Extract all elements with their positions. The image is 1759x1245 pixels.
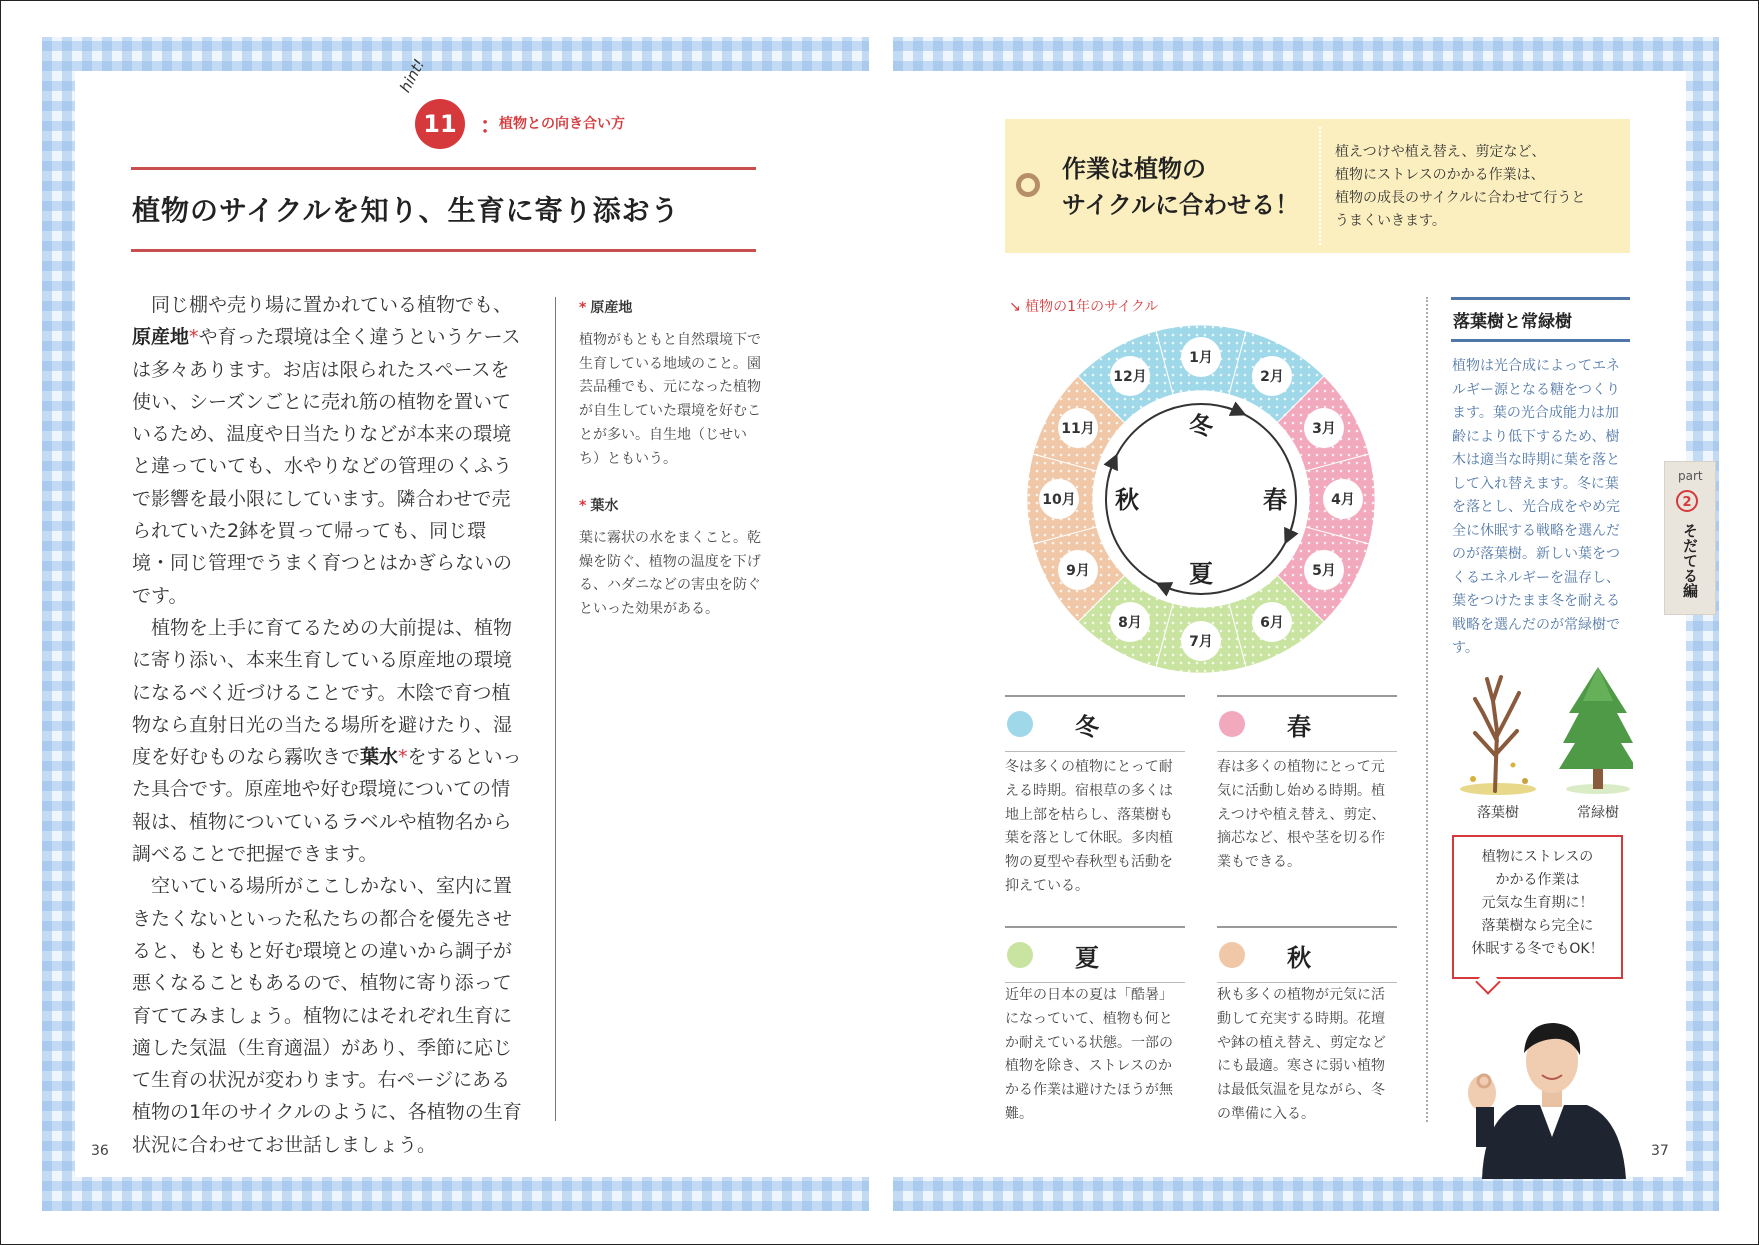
person-photo [1462,1001,1642,1179]
cycle-arrow-icon [1222,406,1241,412]
callout-divider [1319,127,1321,245]
month-label: 3月 [1312,421,1336,437]
callout-body: 植えつけや植え替え、剪定など、 植物にストレスのかかる作業は、 植物の成長のサイクルに合わせて行うと うまくいきます。 [1335,144,1586,229]
month-label: 7月 [1189,634,1213,650]
note-title: 原産地 [590,300,633,316]
season-name: 秋 [1287,944,1311,972]
season-name: 春 [1287,713,1311,741]
trees-illustration [1453,661,1633,801]
tree-label-deciduous: 落葉樹 [1477,805,1519,821]
month-label: 11月 [1061,421,1095,437]
season-card-autumn [1217,926,1397,983]
part-title: そだてる編 [1681,523,1699,598]
season-body-spring: 春は多くの植物にとって元気に活動し始める時期。植えつけや植え替え、剪定、摘芯など、根や茎を切る作業もできる。 [1217,759,1386,871]
season-body-autumn: 秋も多くの植物が元気に活動して充実する時期。花壇や鉢の植え替え、剪定などにも最適。寒さに弱い植物は最低気温を見ながら、冬の準備に入る。 [1217,987,1386,1122]
season-body-winter: 冬は多くの植物にとって耐える時期。宿根草の多くは地上部を枯らし、落葉樹も葉を落として休眠。多肉植物の夏型や春秋型も活動を抑えている。 [1005,759,1173,894]
month-label: 9月 [1066,563,1090,579]
month-label: 2月 [1260,369,1284,386]
note-title: 葉水 [590,498,619,514]
paragraph-2: 植物を上手に育てるための大前提は、植物に寄り添い、本来生育している原産地の環境になるべく近づけることです。木陰で育つ植物なら直射日光の当たる場所を避けたり、湿度を好むものなら霧吹きで葉水*をするといった具合です。原産地や好む環境についての情報は、植物についているラベルや植物名から調べることで把握できます。 [132,616,522,866]
year-cycle-wheel [1025,323,1377,675]
ring-icon [1016,173,1040,197]
summer-dot-icon [1007,942,1033,968]
hint-title: 植物との向き合い方 [499,116,625,132]
asterisk-marker: * [189,326,199,349]
season-card-spring [1217,695,1397,752]
sidebar-rule-top [1451,297,1630,300]
winter-dot-icon [1007,711,1033,737]
sidebar-rule-bottom [1451,339,1630,342]
hint-word: hint! [396,56,429,96]
month-label: 5月 [1312,563,1336,579]
season-label-winter: 冬 [1189,412,1213,440]
evergreen-tree-icon [1559,667,1633,794]
sidebar-title: 落葉樹と常緑樹 [1453,312,1572,332]
title-rule-top [131,167,756,170]
month-label: 1月 [1189,350,1213,366]
season-label-autumn: 秋 [1115,486,1139,514]
sidebar-body: 植物は光合成によってエネルギー源となる糖をつくります。葉の光合成能力は加齢により低下するため、樹木は適当な時期に葉を落として入れ替えます。冬に葉を落とし、光合成をやめ完全に休眠する戦略を選んだのが落葉樹。新しい葉をつくるエネルギーを温存し、葉をつけたまま冬を耐える戦略を選んだのが常緑樹です。 [1452,358,1620,656]
term-gensanchi: 原産地 [132,326,190,349]
asterisk-icon: * [579,498,587,514]
month-label: 10月 [1042,492,1076,508]
season-body-summer: 近年の日本の夏は「酷暑」になっていて、植物も何とか耐えている状態。一部の植物を除き、ストレスのかかる作業は避けたほうが無難。 [1005,987,1173,1122]
page-title: 植物のサイクルを知り、生育に寄り添おう [132,194,680,227]
asterisk-icon: * [579,300,587,316]
column-divider [555,297,556,1121]
month-label: 12月 [1113,369,1147,386]
asterisk-marker: * [398,746,408,769]
season-name: 冬 [1075,713,1099,741]
part-word: part [1678,469,1703,483]
autumn-dot-icon [1219,942,1245,968]
month-label: 6月 [1260,614,1284,631]
cycle-arrow-icon [1161,585,1180,591]
term-hamizu: 葉水 [360,746,399,769]
paragraph-1: 同じ棚や売り場に置かれている植物でも、原産地*や育った環境は全く違うというケースは多々あります。お店は限られたスペースを使い、シーズンごとに売れ筋の植物を置いているため、温度や日当たりなどが本来の環境と違っていても、水やりなどの管理のくふうで影響を最小限にしています。隣合わせで売られていた2鉢を買って帰っても、同じ環境・同じ管理でうまく育つとはかぎらないのです。 [132,294,521,607]
page-number-right: 37 [1651,1143,1669,1159]
callout-title: 作業は植物の サイクルに合わせる！ [1062,155,1300,219]
spring-dot-icon [1219,711,1245,737]
season-label-summer: 夏 [1189,560,1213,588]
note-hamizu [579,495,761,622]
season-name: 夏 [1075,944,1099,972]
paragraph-3: 空いている場所がここしかない、室内に置きたくないといった私たちの都合を優先させると、もともと好む環境との違いから調子が悪くなることもあるので、植物に寄り添って育ててみましょう。植物にはそれぞれ生育に適した気温（生育適温）があり、季節に応じて生育の状況が変わります。右ページにある植物の1年のサイクルのように、各植物の生育状況に合わせてお世話しましょう。 [132,875,522,1156]
cycle-arrow-icon [1287,520,1293,539]
season-card-winter [1005,695,1185,752]
sidebar-divider [1426,297,1428,1122]
speech-bubble: 植物にストレスの かかる作業は 元気な生育期に！ 落葉樹なら完全に 休眠する冬でもOK！ [1452,835,1623,979]
tree-label-evergreen: 常緑樹 [1577,805,1619,821]
title-rule-bottom [131,249,756,252]
body-text [132,289,524,1161]
page-number-left: 36 [91,1143,109,1159]
season-label-spring: 春 [1263,486,1287,514]
note-gensanchi [579,297,761,471]
season-card-summer [1005,926,1185,983]
cycle-caption: ↘ 植物の1年のサイクル [1009,299,1159,315]
deciduous-tree-icon [1460,677,1536,795]
note-body: 植物がもともと自然環境下で生育している地域のこと。園芸品種でも、元になった植物が自生していた環境を好むことが多い。自生地（じせいち）ともいう。 [579,332,761,467]
cycle-arrow-icon [1108,459,1114,478]
month-label: 8月 [1118,614,1142,631]
hint-number-badge: 11 [415,99,465,149]
month-label: 4月 [1331,492,1355,508]
hint-colon: ： [480,114,503,139]
note-body: 葉に霧状の水をまくこと。乾燥を防ぐ、植物の温度を下げる、ハダニなどの害虫を防ぐといった効果がある。 [579,530,761,618]
part-number: 2 [1676,490,1698,512]
